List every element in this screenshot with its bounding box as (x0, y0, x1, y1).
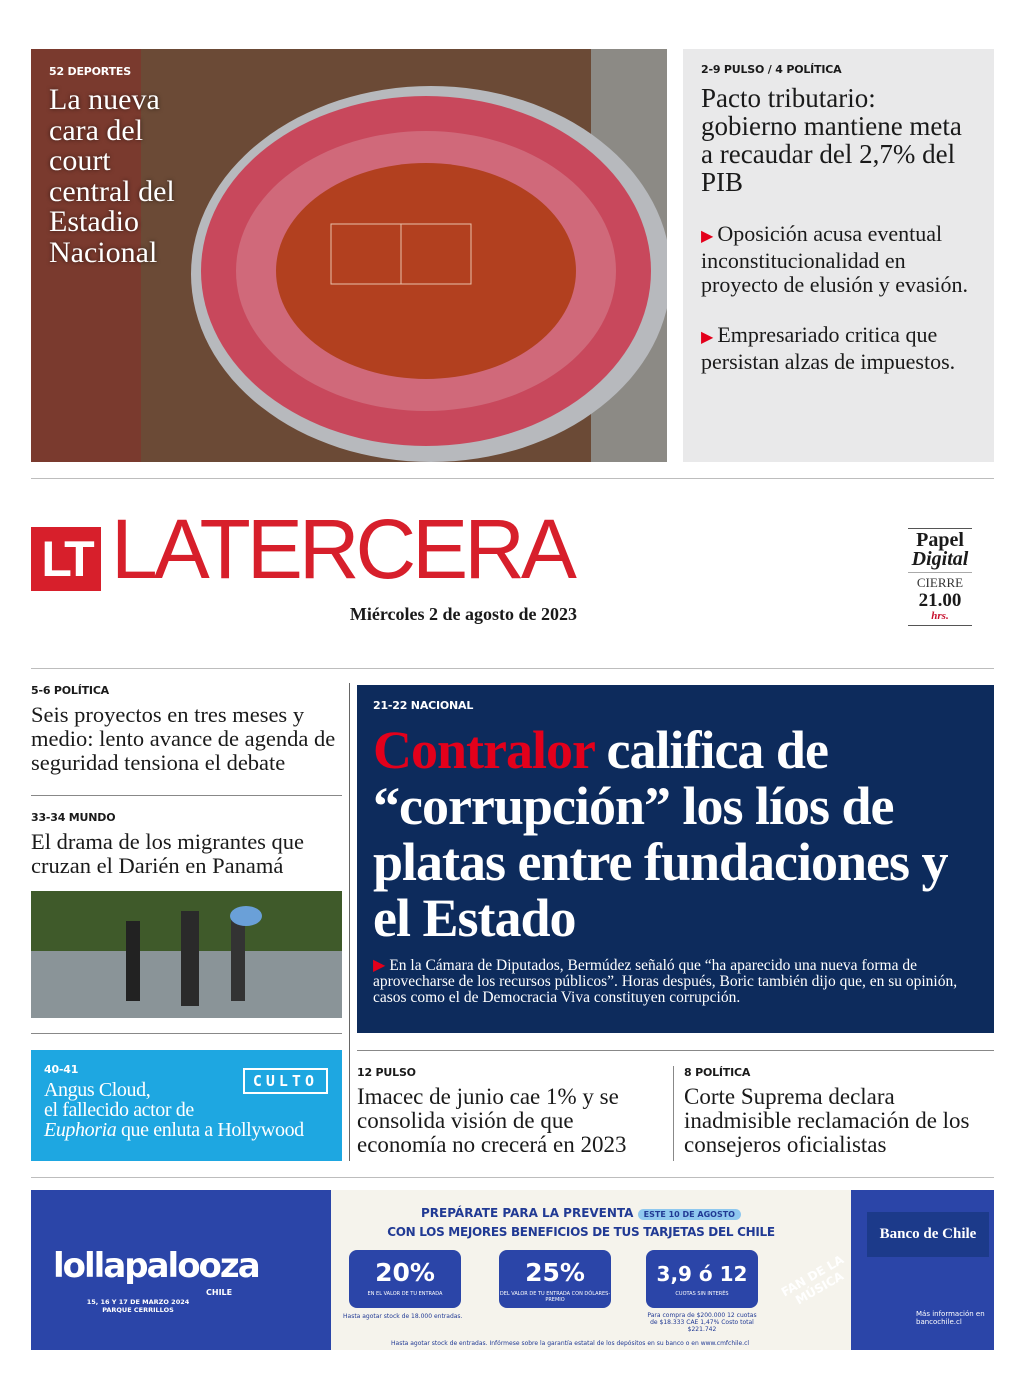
lolla-sub: CHILE (206, 1288, 233, 1297)
hrs-label: hrs. (931, 610, 949, 622)
fan-musica-badge: FAN DE LA MÚSICA (778, 1252, 847, 1308)
ad-title-1-text: PREPÁRATE PARA LA PREVENTA (421, 1206, 634, 1220)
corte-kicker: 8 POLÍTICA (684, 1066, 751, 1079)
culto-story[interactable] (31, 1050, 342, 1161)
offer-value: 25% (525, 1258, 585, 1287)
triangle-icon: ▶ (701, 329, 718, 346)
banco-chile-logo: Banco de Chile (867, 1212, 989, 1257)
papel-digital-badge[interactable] (908, 528, 972, 626)
security-headline[interactable]: Seis proyectos en tres meses y medio: lento avance de agenda de seguridad tensiona el debate (31, 702, 336, 775)
ad-title-1 (331, 1206, 831, 1222)
main-subhead-text: En la Cámara de Diputados, Bermúdez señaló que “ha aparecido una nueva forma de aprovecharse de los recursos públicos”. Horas después, Boric también dijo que, en su opinión, casos como el de Democracia Viva constituyen corrupción. (373, 957, 958, 1006)
culto-headline-line: el fallecido actor de (44, 1099, 194, 1121)
photo-headline[interactable]: La nueva cara del court central del Estadio Nacional (49, 83, 175, 269)
divider (31, 1033, 342, 1034)
cierre-time: 21.00 (918, 590, 962, 611)
ad-fine-print: Hasta agotar stock de entradas. Infórmese sobre la garantía estatal de los depósitos en su banco o en www.cmfchile.cl (391, 1340, 750, 1347)
main-kicker: 21-22 NACIONAL (373, 699, 474, 712)
logo-name: LATERCERA (111, 502, 573, 596)
triangle-icon: ▶ (373, 957, 390, 974)
logo-mark: LT (31, 527, 101, 591)
corte-headline[interactable]: Corte Suprema declara inadmisible reclamación de los consejeros oficialistas (684, 1084, 970, 1157)
imacec-headline[interactable]: Imacec de junio cae 1% y se consolida visión de que economía no crecerá en 2023 (357, 1084, 627, 1157)
tax-kicker: 2-9 PULSO / 4 POLÍTICA (701, 63, 842, 76)
lolla-dates (83, 1298, 193, 1314)
migrants-photo (31, 891, 342, 1018)
triangle-icon: ▶ (701, 228, 718, 245)
offer-value: 3,9 ó 12 (656, 1262, 748, 1286)
culto-kicker: 40-41 (44, 1063, 79, 1076)
divider (31, 795, 342, 796)
ad-more-info[interactable]: Más información en bancochile.cl (916, 1310, 985, 1326)
security-kicker: 5-6 POLÍTICA (31, 684, 109, 697)
divider (31, 668, 994, 669)
tax-story[interactable] (683, 49, 994, 462)
ad-note-2: Para compra de $200.000 12 cuotas de $18.333 CAE 1,47% Costo total $221.742 (647, 1312, 757, 1333)
column-divider (673, 1066, 674, 1161)
offer-1 (349, 1250, 461, 1308)
ad-center (331, 1190, 851, 1350)
offer-sub: EN EL VALOR DE TU ENTRADA (367, 1291, 443, 1297)
lolla-venue: PARQUE CERRILLOS (102, 1306, 174, 1314)
culto-headline-line: Angus Cloud, (44, 1079, 151, 1101)
culto-badge: CULTO (243, 1068, 328, 1094)
lolla-logo: lollapalooza (53, 1246, 259, 1286)
main-headline-rest: califica de “corrupción” los líos de platas entre fundaciones y el Estado (373, 720, 948, 948)
offer-value: 20% (375, 1258, 435, 1287)
ad-note-1: Hasta agotar stock de 18.000 entradas. (343, 1313, 463, 1320)
main-subhead (373, 958, 978, 1006)
darien-kicker: 33-34 MUNDO (31, 811, 116, 824)
tax-bullet-text: Oposición acusa eventual inconstitucionalidad en proyecto de elusión y evasión. (701, 221, 968, 297)
lolla-dates-text: 15, 16 Y 17 DE MARZO 2024 (86, 1298, 190, 1306)
darien-headline[interactable]: El drama de los migrantes que cruzan el Darién en Panamá (31, 829, 305, 878)
offer-sub: DEL VALOR DE TU ENTRADA CON DÓLARES-PREMIO (499, 1291, 611, 1303)
cierre-label: CIERRE (908, 572, 972, 591)
tax-bullet (701, 222, 976, 297)
main-headline-red: Contralor (373, 720, 594, 780)
culto-headline-line: que enluta a Hollywood (116, 1119, 304, 1141)
corte-story[interactable] (684, 1066, 994, 1157)
darien-story[interactable] (31, 811, 342, 878)
offer-3 (646, 1250, 758, 1308)
divider (357, 1050, 994, 1051)
imacec-kicker: 12 PULSO (357, 1066, 416, 1079)
tax-headline[interactable]: Pacto tributario: gobierno mantiene meta a recaudar del 2,7% del PIB (701, 83, 962, 197)
tax-bullet-text: Empresariado critica que persistan alzas de impuestos. (701, 322, 956, 374)
column-divider (349, 683, 350, 1161)
security-story[interactable] (31, 684, 342, 775)
papel-label: Papel (916, 529, 964, 551)
offer-sub: CUOTAS SIN INTERÉS (675, 1291, 729, 1297)
divider (31, 478, 994, 479)
main-story[interactable] (357, 685, 994, 1033)
stadium-photo-story[interactable] (31, 49, 667, 462)
divider (31, 1177, 994, 1178)
lollapalooza-ad[interactable] (31, 1190, 994, 1350)
digital-label: Digital (911, 548, 969, 570)
culto-headline-italic: Euphoria (44, 1119, 117, 1141)
photo-kicker: 52 DEPORTES (49, 65, 131, 78)
offer-2 (499, 1250, 611, 1308)
tax-bullet (701, 323, 976, 374)
ad-title-2: CON LOS MEJORES BENEFICIOS DE TUS TARJETAS DEL CHILE (387, 1225, 775, 1239)
imacec-story[interactable] (357, 1066, 662, 1157)
main-headline[interactable] (373, 722, 978, 946)
edition-date: Miércoles 2 de agosto de 2023 (349, 604, 577, 624)
ad-title-badge: ESTE 10 DE AGOSTO (638, 1209, 741, 1220)
